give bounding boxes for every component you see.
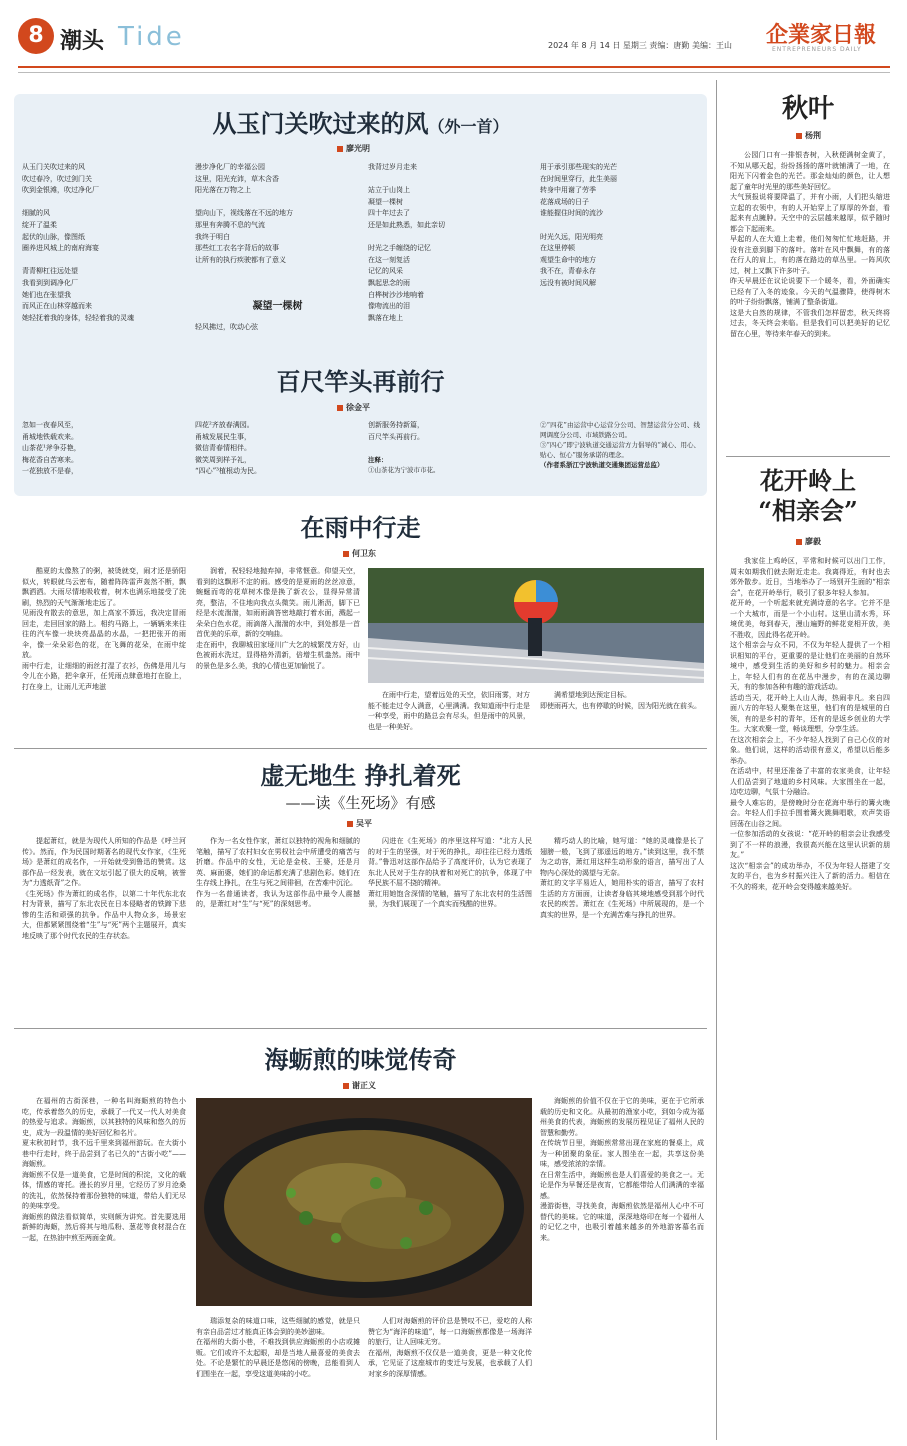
article2-col3 xyxy=(368,420,533,492)
oyster-omelette-photo xyxy=(196,1098,532,1306)
article3-byline xyxy=(343,548,376,559)
article5-col4: 海蛎煎的价值不仅在于它的美味，更在于它所承载的历史和文化。从最初的渔家小吃，到如今成为福州美食的代表，海蛎煎的发展历程见证了福州人民的智慧和勤劳。 在传统节日里，海蛎煎常常出现在家庭的餐桌上，成为一种团聚的象征。家人围坐在一起，共享这份美味，感受浓浓的亲情。 在日常生活中，海蛎煎也是人们喜爱的美食之一。无论是作为早餐还是夜宵，它都能带给人们满满的幸福感。 漫游街巷，寻找美食，海蛎煎依然是福州人心中不可替代的美味。它的味道，深深地烙印在每一个福州人的记忆之中，也吸引着越来越多的外地游客慕名而来。 xyxy=(540,1097,704,1242)
article7-title-line2: “相亲会” xyxy=(758,496,858,525)
article1-col4: 用于承引那些现实的光芒 在时间里穿行，此生美丽 转身中用谢了劳季 花落成场的日子 谁能握住时间的流沙 时光久远，阳光明亮 在这里停顿 观望生命中的地方 我不在，青春永存 远没有被时间风解 xyxy=(540,163,617,287)
article4-byline xyxy=(347,818,372,829)
article4-title: 虚无地生 挣扎着死 xyxy=(260,761,461,790)
article6-byline xyxy=(796,130,821,141)
article3-author: 何卫东 xyxy=(352,549,376,558)
article5-author: 谢正义 xyxy=(352,1081,376,1090)
article1-title-sub: （外一首） xyxy=(428,117,509,136)
byline-marker xyxy=(796,539,802,545)
article7-text: 我家住上鸡岭区，平常和时候可以出门工作，周末如期我们就去附近走走。我离得近，有时也去郊外散步。近日，当地举办了一场别开生面的“相亲会”，在花开岭举行，吸引了很多年轻人参加。 花开岭，一个听起来就充满诗意的名字。它并不是一个大城市，而是一个小山村。这里山清水秀，环境优美，每到春天，漫山遍野的鲜花竞相开放，美不胜收，因此得名花开岭。 这个相亲会与众不同，不仅为年轻人提供了一个相识相知的平台，更重要的是让他们在美丽的自然环境中，感受到生活的美好和乡村的魅力。相亲会上，年轻人们有的在花丛中漫步，有的在溪边聊天，有的参加各种有趣的游戏活动。 活动当天，花开岭上人山人海，热闹非凡。来自四面八方的年轻人聚集在这里，他们有的是城里的白领，有的是乡村的青年，还有的是返乡创业的大学生。大家欢聚一堂，畅谈理想，分享生活。 在这次相亲会上，不少年轻人找到了自己心仪的对象。他们说，这样的活动很有意义，希望以后能多举办。 在活动中，村里还准备了丰富的农家美食，让年轻人们品尝到了地道的乡村风味。大家围坐在一起，边吃边聊，气氛十分融洽。 最令人难忘的，是傍晚时分在花海中举行的篝火晚会。年轻人们手拉手围着篝火跳舞唱歌，欢声笑语回荡在山谷之间。 一位参加活动的女孩说：“花开岭的相亲会让我感受到了不一样的浪漫，我很高兴能在这里认识新的朋友。” 这次“相亲会”的成功举办，不仅为年轻人搭建了交友的平台，也为乡村振兴注入了新的活力。相信在不久的将来，花开岭会变得越来越美好。 xyxy=(730,557,890,891)
article2-note3: ③“四心”即宁波轨道交通运营方力倡导的“诚心、用心、贴心、恒心”服务承诺的理念。 xyxy=(540,441,700,459)
article7-title xyxy=(726,466,890,526)
article5-title: 海蛎煎的味觉传奇 xyxy=(264,1045,457,1074)
divider xyxy=(14,748,707,749)
article1-title-main: 从玉门关吹过来的风 xyxy=(212,109,429,138)
byline-marker xyxy=(796,133,802,139)
article1-col3: 我背过岁月走来 站立于山岗上 凝望一棵树 四十年过去了 还是如此熟悉，如此亲切 时光之手缠绕的记忆 在这一刻复活 记忆的风采 飘起思念的雨 白桦树沙沙地响着 像吻流出的泪 飘落在地上 xyxy=(368,163,445,322)
page-number-badge: 8 xyxy=(18,18,54,54)
article2-col1: 忽如一夜春风至， 甬城地铁载欢来。 山茶花¹斧争芬艳， 梅花香自苦寒来。 一花独放不是春， xyxy=(22,421,81,476)
article1-author: 廖光明 xyxy=(346,144,370,153)
poem-subtitle: 凝望一棵树 xyxy=(252,301,303,312)
byline-marker xyxy=(347,821,353,827)
article4-author: 吴平 xyxy=(356,819,372,828)
article2-author: 徐金平 xyxy=(346,403,370,412)
section-title-en: Tide xyxy=(118,22,185,52)
newspaper-logo: 企業家日報 xyxy=(766,22,877,48)
article2-note-label: 注释： xyxy=(368,456,388,465)
article2-note1: ①山茶花为宁波市市花。 xyxy=(368,466,440,475)
column-divider xyxy=(716,80,717,1440)
article5-byline xyxy=(343,1080,376,1091)
article3-col4: 满希望地到达预定目标。 即使雨再大，也有停歇的时候，因为阳光就在前头。 xyxy=(540,691,701,710)
newspaper-logo-en: ENTREPRENEURS DAILY xyxy=(772,46,862,53)
article5-col2: 瑞添复杂的味道口味，这些细腻的感觉，就是只有亲自品尝过才能真正体会到的美妙滋味。 在福州的大街小巷，不难找到供应海蛎煎的小店或摊贩。它们或许不太起眼，却是当地人最喜爱的美食去处。不论是繁忙的早晨还是悠闲的傍晚，总能看到人们围坐在一起，享受这道美味的小吃。 xyxy=(196,1317,360,1378)
article6-text: 公园门口有一排银杏树，入秋便满树金黄了，不知从哪天起，纷纷扬扬的落叶就铺满了一地，在阳光下闪着金色的光芒。那金灿灿的颜色，让人想起了童年时光里的那些美好回忆。 大气预报说将要降温了，并有小雨，人们把头缩进立起的衣领中，有的人开始穿上了厚厚的外套，看起来有点臃肿。天空中的云层越来越厚，似乎随时都会下起雨来。 早起的人在大道上走着，他们匆匆忙忙地赶路，并没有注意到脚下的落叶。落叶在风中飘舞，有的落在行人的肩上，有的落在路边的草丛里。一阵风吹过，树上又飘下许多叶子。 昨天早晨还在议论说要下一个暖冬，看，外面确实已经有了入冬的迹象。今天的气温骤降，使得树木的叶子纷纷飘落，铺满了整条街道。 这是大自然的规律，不管我们怎样留恋，秋天终将过去，冬天终会来临。但是我们可以把美好的记忆留在心里，等待来年春天的到来。 xyxy=(730,151,890,338)
article3-col2: 润着，祝轻轻地抛弃掉，非常惬意。仰望天空，看到的这飘形不定的雨。感受的是夏雨的丝丝凉意，蜿蜒而弯的花草树木像是换了新衣公，显得异常清亮，整洁，不住地向我点头微笑。雨儿淅沥，脚下已经是水流湍湍，如雨雨滴答密地敲打着水面，溅起一朵朵白色水花，雨滴落入湍湍的水中，到处都是一首首优美的乐章，新的交响曲。 走在雨中，我聊城田家垭川广大乞的城繁茂方好，山色被雨水洗过，显得格外清新，倍增生机盎然。雨中的景色是多么美，我的心情也更加愉悦了。 xyxy=(196,567,360,670)
divider xyxy=(14,1028,707,1029)
article5-col1: 在福州的古街深巷，一种名叫海蛎煎的特色小吃，传承着悠久的历史，承载了一代又一代人对美食的热爱与追求。海蛎煎，以其独特的风味和悠久的历史，成为一段温情的美好回忆和名片。 夏末秋初时节，我不远千里来到福州游玩。在大街小巷中行走时，终于品尝到了名已久的“古街小吃”——海蛎煎。 海蛎煎不仅是一道美食，它是时间的积淀，文化的载体，情感的寄托。漫长的岁月里，它经历了岁月沧桑的洗礼，依然保持着那份独特的味道，带给人们无尽的美味享受。 海蛎煎的做法看似简单，实则颇为讲究。首先要选用新鲜的海蛎，然后将其与地瓜粉、葱花等食材混合在一起，在热油中煎至两面金黄。 xyxy=(22,1097,186,1242)
article1-title xyxy=(14,104,707,139)
issue-meta: 2024 年 8 月 14 日 星期三 责编：唐勤 美编：王山 xyxy=(548,41,732,50)
header-rule xyxy=(18,66,890,68)
byline-marker xyxy=(337,146,343,152)
article1-col2-tail: 轻风拂过，吹动心弦 xyxy=(195,323,258,331)
byline-marker xyxy=(337,405,343,411)
article7-title-line1: 花开岭上 xyxy=(760,466,856,495)
article2-sign: （作者系浙江宁波轨道交通集团运营总监） xyxy=(540,461,664,469)
article3-caption: 在雨中行走，望着远处的天空，依旧雨雾，对方能不能走过令人满意，心里满满。我知道雨中行走是一种享受，雨中的路总会有尽头，但是雨中的风景，也是一种美好。 xyxy=(368,691,530,731)
article4-col3: 闪进在《生死场》的序里这样写道：“北方人民的对于生的坚强，对于死的挣扎，却往往已经力透纸背。”鲁迅对这部作品给予了高度评价，认为它表现了东北人民对于生存的执着和对死亡的抗争，体现了中华民族不屈不挠的精神。 萧红用她饱含深情的笔触，描写了东北农村的生活图景，为我们展现了一个真实而残酷的世界。 xyxy=(368,837,532,908)
article2-byline xyxy=(337,402,370,413)
article2-col3-text: 创新服务持新篇， 百尺竿头再前行。 xyxy=(368,421,424,441)
article2-col4 xyxy=(540,420,700,492)
oyster-omelette-illustration xyxy=(196,1098,532,1306)
rain-walk-illustration xyxy=(368,568,704,683)
article2-title: 百尺竿头再前行 xyxy=(276,367,445,396)
byline-marker xyxy=(343,551,349,557)
article2-note2: ②“四花”由运营中心运营分公司、智慧运营分公司、线网调度分公司、市域铁路公司。 xyxy=(540,421,700,439)
divider xyxy=(726,456,890,457)
article1-col2: 漫步净化厂的幸福公园 这里，阳光充沛，草木含香 阳光落在万物之上 望向山下，视线落在不远的地方 那里有奔腾不息的气流 我终于明白 那些红工衣名字背后的故事 让所有的执行疾驶都有了意义 xyxy=(195,163,293,264)
article3-title: 在雨中行走 xyxy=(300,513,421,542)
article7-author: 廖毅 xyxy=(805,537,821,546)
article4-col4: 精巧动人的比喻，她写道：“她的灵魂像是长了翅膀一般，飞到了那遥远的地方。”读到这里，我不禁为之动容，萧红用这样生动形象的语言，描写出了人物内心深处的渴望与无奈。 萧红的文字平易近人，她用朴实的语言，描写了农村生活的方方面面，让读者身临其境地感受到那个时代农民的疾苦。萧红在《生死场》中所展现的，是一个真实的世界，是一个充满苦难与挣扎的世界。 xyxy=(540,837,704,919)
article1-byline xyxy=(337,143,370,154)
article4-subtitle: ——读《生死场》有感 xyxy=(285,794,436,812)
header-rule-thin xyxy=(18,72,890,73)
section-title: 潮头 xyxy=(60,29,105,54)
article5-col3: 人们对海蛎煎的评价总是赞叹不已，爱吃的人称赞它为“海洋的味道”，每一口海蛎煎都像是一场海洋的旅行，让人回味无穷。 在福州，海蛎煎不仅仅是一道美食，更是一种文化传承，它见证了这座城市的变迁与发展，也承载了人们对家乡的深厚情感。 xyxy=(368,1317,532,1378)
rain-walk-photo xyxy=(368,568,704,683)
article2-col2: 四花²齐放春满园。 甬城发展民生事， 微信青春情相伴。 微笑周到样予礼， “四心”³植根动为民。 xyxy=(195,421,261,476)
article6-title: 秋叶 xyxy=(781,94,834,124)
byline-marker xyxy=(343,1083,349,1089)
article4-col1: 提起萧红，就是为现代人所知的作品是《呼兰河传》。然而，作为民国时期著名的现代女作家，《生死场》是萧红的成名作，一开始就受到鲁迅的赞赏。这部作品一经发表，就在文坛引起了很大的反响，被誉为“力透纸背”之作。 《生死场》作为萧红的成名作，以第二十年代东北农村为背景，描写了东北农民在日本侵略者的铁蹄下悲惨的生活和顽强的抗争。作品中人物众多，场景宏大，但都紧紧围绕着“生”与“死”两个主题展开，真实地反映了那个时代农民的生存状态。 xyxy=(22,837,186,940)
article7-byline xyxy=(796,536,821,547)
article3-col1: 酷夏的太像熬了的粥，被烫就变，闹才还是骄阳似火，转眼就乌云密布，随着阵阵雷声轰然不断，飘飘洒洒。大雨尽情地吸收着，树木也满乐地接受了洗刷，热烈的天气渐渐地走远了。 见雨没有散去的意思，加上高家不算远，我决定冒雨回走，走回回家的路上。相约马路上，一辆辆来来往往的汽车像一块块亮晶晶的水晶，一把把张开的雨伞，像一朵朵彩色的花，在飞舞的花朵，在雨中绽放。 雨中行走，让细细的雨丝打湿了衣衫，伤佛是用儿与令儿在小路，把伞拿开，任凭雨点肆意地打在脸上，打在身上，让雨儿无声地滋 xyxy=(22,567,186,691)
article1-col1: 从玉门关吹过来的风 吹过春冷，吹过剑门关 吹到金银滩，吹过净化厂 细腻的风 绽开了温柔 起伏的山脉，像图纸 圈养进风城上的南府海宴 青青柳杠往远处望 我看到到调净化厂 她们也在张望我 而风正在山林穿越而来 她轻抚着我的身体，轻轻着我的灵魂 xyxy=(22,163,134,322)
article6-author: 杨荆 xyxy=(805,131,821,140)
article4-col2: 作为一名女性作家，萧红以独特的视角和细腻的笔触，描写了农村妇女在男权社会中所遭受的痛苦与折磨。作品中的女性，无论是金枝、王婆，还是月英、麻面婆，她们的命运都充满了悲剧色彩。她们在生存线上挣扎，在生与死之间徘徊，在苦难中沉沦。 作为一名普通读者，我认为这部作品中最令人震撼的，是萧红对“生”与“死”的深刻思考。 xyxy=(196,837,360,908)
